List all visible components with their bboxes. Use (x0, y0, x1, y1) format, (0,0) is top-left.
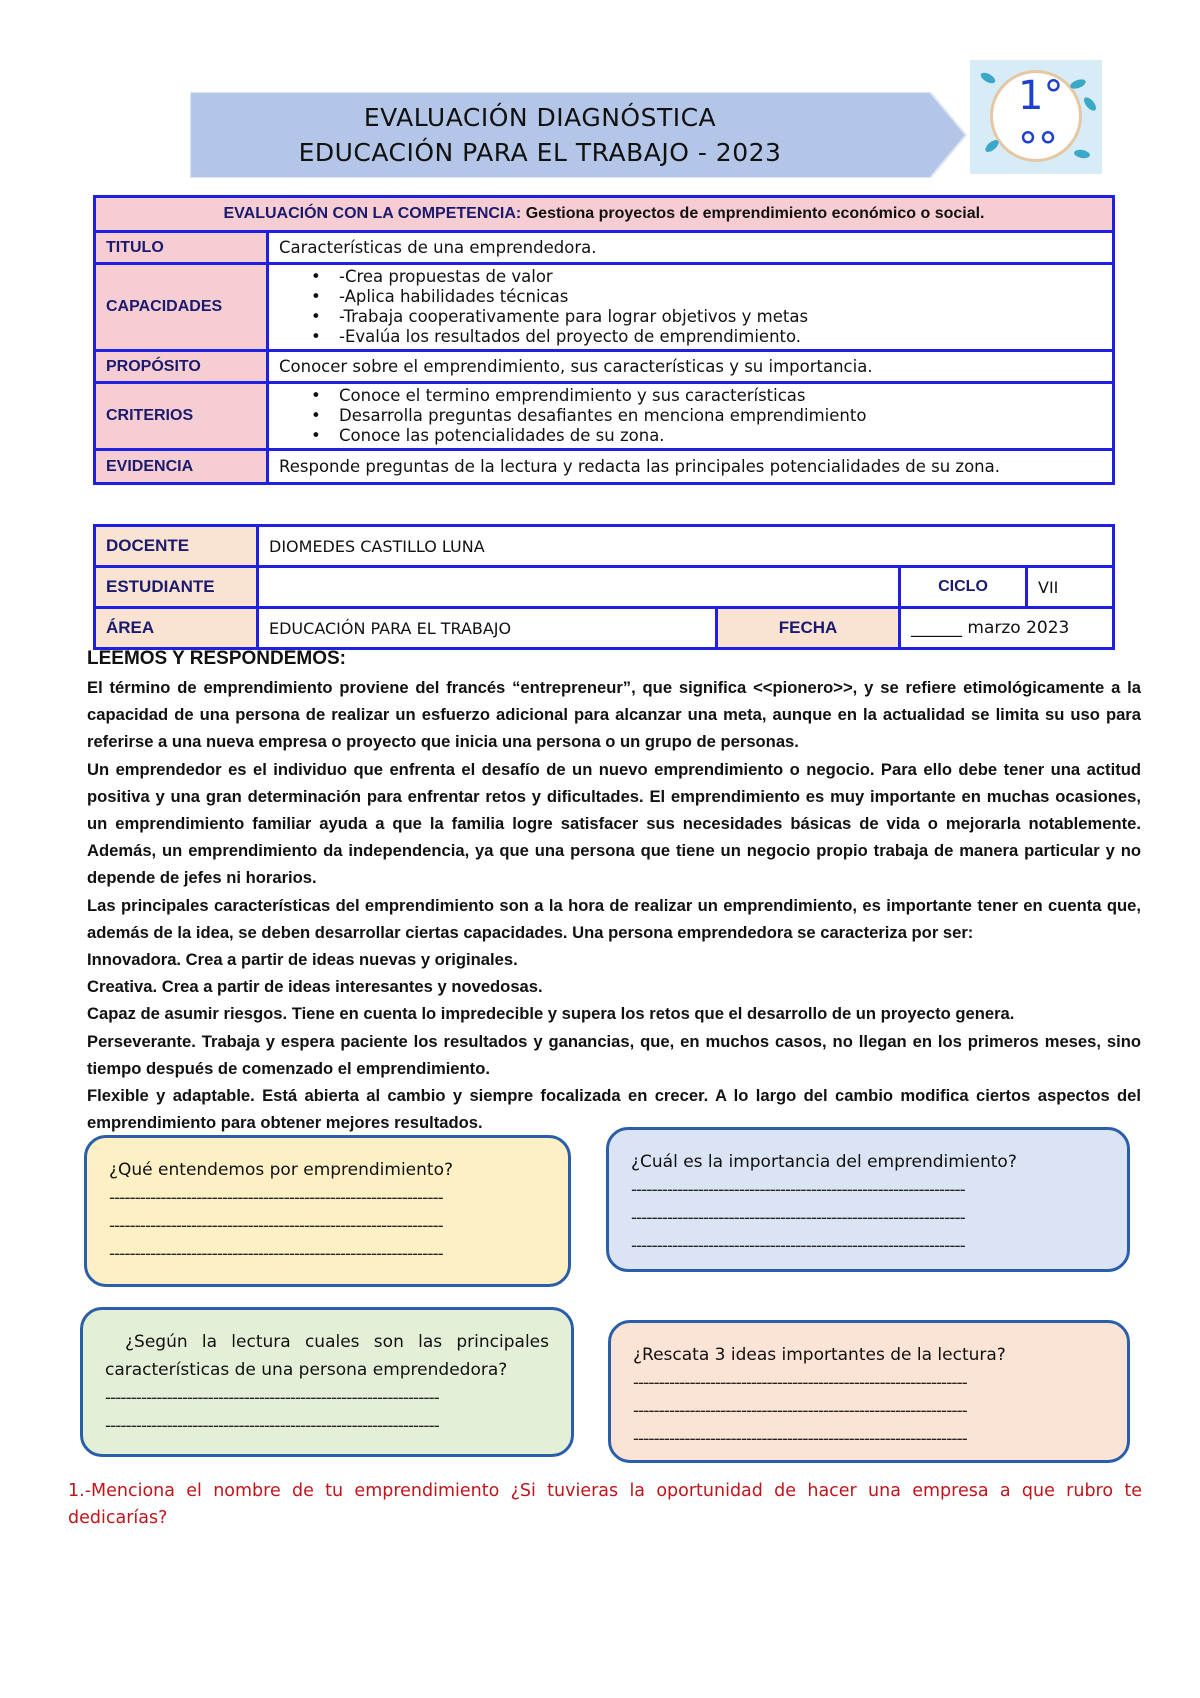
reading-paragraph: Capaz de asumir riesgos. Tiene en cuenta lo impredecible y supera los retos que el desarrollo de un proyecto genera. (87, 1004, 1015, 1024)
estudiante-label: ESTUDIANTE (95, 567, 258, 608)
answer-line[interactable]: ----------------------------------------------------------------- (631, 1208, 965, 1228)
answer-line[interactable]: ----------------------------------------------------------------- (109, 1188, 443, 1208)
ciclo-inner (901, 568, 1112, 606)
leaf-decoration-icon (979, 71, 997, 86)
leaf-decoration-icon (1069, 78, 1087, 91)
ciclo-label: CICLO (901, 568, 1027, 606)
leaf-decoration-icon (1082, 95, 1098, 112)
header-title-line2: EDUCACIÓN PARA EL TRABAJO - 2023 (298, 138, 782, 167)
list-item: • Conoce las potencialidades de su zona. (339, 426, 1102, 446)
list-item: • -Crea propuestas de valor (339, 267, 1102, 287)
question-text: ¿Según la lectura cuales son las principales características de una persona emprendedora? (105, 1332, 549, 1380)
capacidades-value (268, 264, 1114, 351)
final-question: 1.-Menciona el nombre de tu emprendimiento ¿Si tuvieras la oportunidad de hacer una empresa a que rubro te dedicarías? (68, 1481, 1142, 1528)
list-item: • -Trabaja cooperativamente para lograr objetivos y metas (339, 307, 1102, 327)
titulo-label: TITULO (95, 232, 268, 264)
answer-line[interactable]: ----------------------------------------------------------------- (633, 1429, 967, 1449)
competency-heading-label: EVALUACIÓN CON LA COMPETENCIA: (223, 205, 522, 222)
leaf-decoration-icon (983, 138, 1000, 154)
reading-paragraph: Perseverante. Trabaja y espera paciente los resultados y ganancias, que, en muchos casos, no llegan en los primeros meses, sino tiempo después de comenzado el emprendimiento. (87, 1031, 1141, 1078)
grade-badge-image (970, 60, 1102, 174)
answer-line[interactable]: ----------------------------------------------------------------- (633, 1401, 967, 1421)
header-title-line1: EVALUACIÓN DIAGNÓSTICA (363, 103, 717, 132)
competency-table (93, 195, 1115, 485)
reading-paragraph: Un emprendedor es el individuo que enfrenta el desafío de un nuevo emprendimiento o negocio. Para ello debe tener una actitud positiva y una gran determinación para enfrentar retos y dificultades. El emprendimiento es muy importante en muchas ocasiones, un emprendimiento familiar ayuda a que la familia logre satisfacer sus necesidades básicas de vida o mejorarla notablemente. Además, un emprendimiento da independencia, ya que una persona que tiene un negocio propio trabaja de manera particular y no depende de jefes ni horarios. (87, 759, 1141, 888)
capacidades-list (279, 267, 1102, 347)
proposito-value: Conocer sobre el emprendimiento, sus características y su importancia. (268, 351, 1114, 383)
reading-paragraph: Flexible y adaptable. Está abierta al cambio y siempre focalizada en crecer. A lo largo del cambio modifica ciertos aspectos del emprendimiento para obtener mejores resultados. (87, 1086, 1141, 1133)
criterios-label: CRITERIOS (95, 383, 268, 450)
list-item: • -Evalúa los resultados del proyecto de emprendimiento. (339, 327, 1102, 347)
leaf-decoration-icon (1073, 149, 1090, 160)
competency-heading-value: Gestiona proyectos de emprendimiento económico o social. (525, 205, 985, 222)
question-text: ¿Cuál es la importancia del emprendimiento? (631, 1152, 1017, 1172)
fecha-value: ______ marzo 2023 (900, 608, 1114, 649)
criterios-list (279, 386, 1102, 446)
competency-heading (95, 197, 1114, 232)
area-label: ÁREA (95, 608, 258, 649)
list-item: • Conoce el termino emprendimiento y sus características (339, 386, 1102, 406)
header-title (190, 100, 890, 170)
answer-line[interactable]: ----------------------------------------------------------------- (105, 1388, 439, 1408)
titulo-value: Características de una emprendedora. (268, 232, 1114, 264)
list-item: • -Aplica habilidades técnicas (339, 287, 1102, 307)
answer-line[interactable]: ----------------------------------------------------------------- (105, 1416, 439, 1436)
docente-label: DOCENTE (95, 526, 258, 567)
reading-paragraph: Creativa. Crea a partir de ideas interesantes y novedosas. (87, 977, 543, 997)
list-item: • Desarrolla preguntas desafiantes en menciona emprendimiento (339, 406, 1102, 426)
answer-line[interactable]: ----------------------------------------------------------------- (109, 1244, 443, 1264)
ciclo-cell (900, 567, 1114, 608)
header-banner (190, 92, 970, 178)
capacidades-label: CAPACIDADES (95, 264, 268, 351)
answer-line[interactable]: ----------------------------------------------------------------- (631, 1180, 965, 1200)
question-box-emprendimiento[interactable] (84, 1135, 571, 1287)
question-box-importancia[interactable] (606, 1127, 1130, 1272)
question-box-caracteristicas[interactable] (80, 1307, 574, 1457)
docente-value: DIOMEDES CASTILLO LUNA (258, 526, 1114, 567)
proposito-label: PROPÓSITO (95, 351, 268, 383)
ciclo-value: VII (1038, 577, 1059, 597)
evidencia-label: EVIDENCIA (95, 450, 268, 484)
answer-line[interactable]: ----------------------------------------------------------------- (633, 1373, 967, 1393)
badge-grade-text: 1° (1018, 73, 1064, 119)
badge-grade-text-cut: °° (1018, 125, 1058, 171)
fecha-label: FECHA (717, 608, 900, 649)
answer-line[interactable]: ----------------------------------------------------------------- (631, 1236, 965, 1256)
reading-paragraph: Innovadora. Crea a partir de ideas nuevas y originales. (87, 950, 518, 970)
reading-paragraph: El término de emprendimiento proviene del francés “entrepreneur”, que significa <<pionero>>, y se refiere etimológicamente a la capacidad de una persona de realizar un esfuerzo adicional para alcanzar una meta, aunque en la actualidad se limita su uso para referirse a una nueva empresa o proyecto que inicia una persona o un grupo de personas. (87, 678, 1141, 752)
question-text: ¿Rescata 3 ideas importantes de la lectura? (633, 1345, 1006, 1365)
question-box-ideas[interactable] (608, 1320, 1130, 1463)
area-value: EDUCACIÓN PARA EL TRABAJO (258, 608, 717, 649)
evidencia-value: Responde preguntas de la lectura y redacta las principales potencialidades de su zona. (268, 450, 1114, 484)
student-info-table (93, 524, 1115, 650)
reading-paragraph: Las principales características del emprendimiento son a la hora de realizar un emprendimiento, es importante tener en cuenta que, además de la idea, se deben desarrollar ciertas capacidades. Una persona emprendedora se caracteriza por ser: (87, 895, 1141, 942)
criterios-value (268, 383, 1114, 450)
estudiante-field[interactable] (258, 567, 900, 608)
question-text: ¿Qué entendemos por emprendimiento? (109, 1160, 454, 1180)
answer-line[interactable]: ----------------------------------------------------------------- (109, 1216, 443, 1236)
reading-title: LEEMOS Y RESPONDEMOS: (87, 648, 347, 669)
reading-text (87, 674, 1141, 1136)
